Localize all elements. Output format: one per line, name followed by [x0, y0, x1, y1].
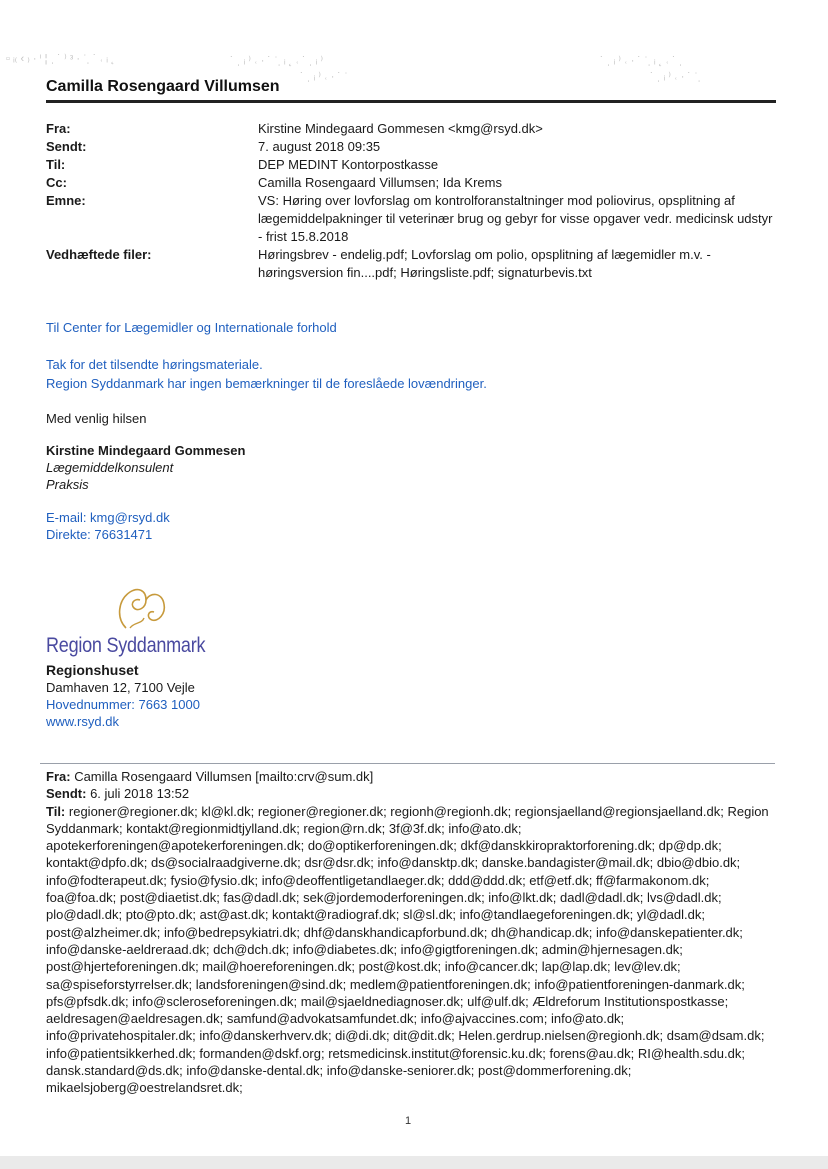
meta-subject-row [46, 192, 786, 246]
meta-subject-value: VS: Høring over lovforslag om kontrolforanstaltninger mod poliovirus, opsplitning af lægemiddelpakninger til veterinær brug og gebyr for visse opgaver vedr. medicinsk udstyr - frist 15.8.2018 [258, 193, 773, 244]
meta-attachments-label: Vedhæftede filer: [46, 247, 152, 262]
quoted-from: Camilla Rosengaard Villumsen [mailto:crv@sum.dk] [74, 769, 374, 784]
signature-unit: Praksis [46, 477, 89, 492]
meta-cc-row [46, 174, 786, 192]
quoted-message [46, 768, 776, 1097]
quoted-to-line [46, 803, 776, 1097]
quoted-sent-line [46, 785, 776, 802]
meta-to-value: DEP MEDINT Kontorpostkasse [258, 157, 439, 172]
direct-phone: Direkte: 76631471 [46, 527, 153, 542]
main-phone: Hovednummer: 7663 1000 [46, 697, 200, 712]
quoted-recipients: regioner@regioner.dk; kl@kl.dk; regioner@regioner.dk; regionh@regionh.dk; regionsjaelland@regionsjaelland.dk; Region Syddanmark; kontakt@regionmidtjylland.dk; region@rn.dk; 3f@3f.dk; info@ato.dk; apotekerforeningen@apotekerforeningen.dk; do@optikerforeningen.dk; dkf@danskkiropraktorforening.dk; dp@dp.dk; kontakt@dpfo.dk; ds@socialraadgiverne.dk; dsr@dsr.dk; info@dansktp.dk; danske.bandagister@mail.dk; dbio@dbio.dk; info@fodterapeut.dk; fysio@fysio.dk; info@deoffentligetandlaeger.dk; ddd@ddd.dk; etf@etf.dk; ff@farmakonom.dk; foa@foa.dk; post@diaetist.dk; fas@dadl.dk; sek@jordemoderforeningen.dk; info@lkt.dk; dadl@dadl.dk; lvs@dadl.dk; plo@dadl.dk; pto@pto.dk; ast@ast.dk; kontakt@radiograf.dk; sl@sl.dk; info@tandlaegeforeningen.dk; yl@dadl.dk; post@alzheimer.dk; info@bedrepsykiatri.dk; dhf@danskhandicapforbund.dk; dh@handicap.dk; info@danskepatienter.dk; info@danske-aeldreraad.dk; dch@dch.dk; info@diabetes.dk; info@gigtforeningen.dk; admin@hjernesagen.dk; post@hjerteforeningen.dk; mail@hoereforeningen.dk; post@kost.dk; info@cancer.dk; lap@lap.dk; lev@lev.dk; sa@spiseforstyrrelser.dk; landsforeningen@sind.dk; medlem@patientforeningen.dk; info@patientforeningen-danmark.dk; pfs@pfsdk.dk; info@scleroseforeningen.dk; mail@sjaeldnediagnoser.dk; ulf@ulf.dk; Ældreforum Institutionspostkasse; aeldresagen@aeldresagen.dk; samfund@advokatsamfundet.dk; info@ajvaccines.com; info@ato.dk; info@privatehospitaler.dk; info@danskerhverv.dk; di@di.dk; dit@dit.dk; Helen.gerdrup.nielsen@regionh.dk; dsam@dsam.dk; info@patientsikkerhed.dk; formanden@dskf.org; retsmedicinsk.institut@forensic.ku.dk; forens@au.dk; RI@health.sdu.dk; dansk.standard@ds.dk; info@danske-dental.dk; info@danske-seniorer.dk; post@dommerforening.dk; mikaelsjoberg@oestrelandsret.dk; [46, 803, 769, 1096]
meta-attachments-value[interactable]: Høringsbrev - endelig.pdf; Lovforslag om polio, opsplitning af lægemidler m.v. - høringsversion fin....pdf; Høringsliste.pdf; signaturbevis.txt [258, 247, 711, 280]
closing: Med venlig hilsen [46, 411, 147, 426]
organization-address [46, 662, 200, 730]
quoted-separator [40, 763, 775, 764]
meta-from-row [46, 120, 786, 138]
meta-sent-value: 7. august 2018 09:35 [258, 139, 381, 154]
logo-text: Region Syddanmark [46, 634, 206, 657]
quoted-sent-label: Sendt: [46, 786, 87, 802]
meta-subject-label: Emne: [46, 193, 86, 208]
header-rule [46, 100, 776, 103]
scan-bleed-through: ▫ ᵢ₍ ‹ ₎ · ⁱ ¦ ˌ ˙ ⁾ ᵌ · ͘ ˌ ˙ ˓ ᵢ ˛ ˙ ˌ ᵢ ⁾ ˓ · ˙ ͘ ˌ ᵢ ˛ ˓ ˙ ˌ ᵢ ⁾ ˙ ˌ ᵢ ⁾ ˓ · ˙ ͘ ˌ ᵢ ˛ ˓ ˙ ˌ ˙ ˌ ᵢ ⁾ ˓ · ˙ ͘ ˙ ˌ ᵢ ⁾ ˓ · ˙ ͘ ˌ [6, 53, 701, 83]
quoted-sent: 6. juli 2018 13:52 [90, 786, 190, 802]
quoted-to-label: Til: [46, 803, 66, 819]
signature-title: Lægemiddelkonsulent [46, 460, 174, 475]
meta-sent-label: Sendt: [46, 139, 87, 154]
meta-from-label: Fra: [46, 121, 71, 136]
body-line-2: Region Syddanmark har ingen bemærkninger til de foreslåede lovændringer. [46, 376, 487, 391]
quoted-from-label: Fra: [46, 769, 71, 784]
salutation: Til Center for Lægemidler og Internationale forhold [46, 320, 337, 335]
page-number: 1 [405, 1115, 412, 1127]
meta-from-value: Kirstine Mindegaard Gommesen <kmg@rsyd.dk> [258, 121, 543, 136]
quoted-from-line [46, 768, 776, 785]
meta-to-row [46, 156, 786, 174]
meta-sent-row [46, 138, 786, 156]
body-line-1: Tak for det tilsendte høringsmateriale. [46, 357, 263, 372]
sender-name-heading: Camilla Rosengaard Villumsen [46, 78, 280, 95]
signature [46, 442, 245, 493]
meta-to-label: Til: [46, 157, 66, 172]
scan-footer-band [0, 1156, 828, 1169]
website-link[interactable]: www.rsyd.dk [46, 714, 119, 729]
meta-cc-label: Cc: [46, 175, 67, 190]
signature-contact [46, 509, 170, 543]
street-address: Damhaven 12, 7100 Vejle [46, 680, 195, 695]
email-link[interactable]: E-mail: kmg@rsyd.dk [46, 510, 170, 525]
email-meta [46, 120, 786, 282]
meta-attachments-row [46, 246, 786, 282]
building-name: Regionshuset [46, 662, 139, 678]
signature-name: Kirstine Mindegaard Gommesen [46, 443, 246, 458]
meta-cc-value: Camilla Rosengaard Villumsen; Ida Krems [258, 175, 502, 190]
region-syddanmark-logo-icon [46, 578, 186, 636]
